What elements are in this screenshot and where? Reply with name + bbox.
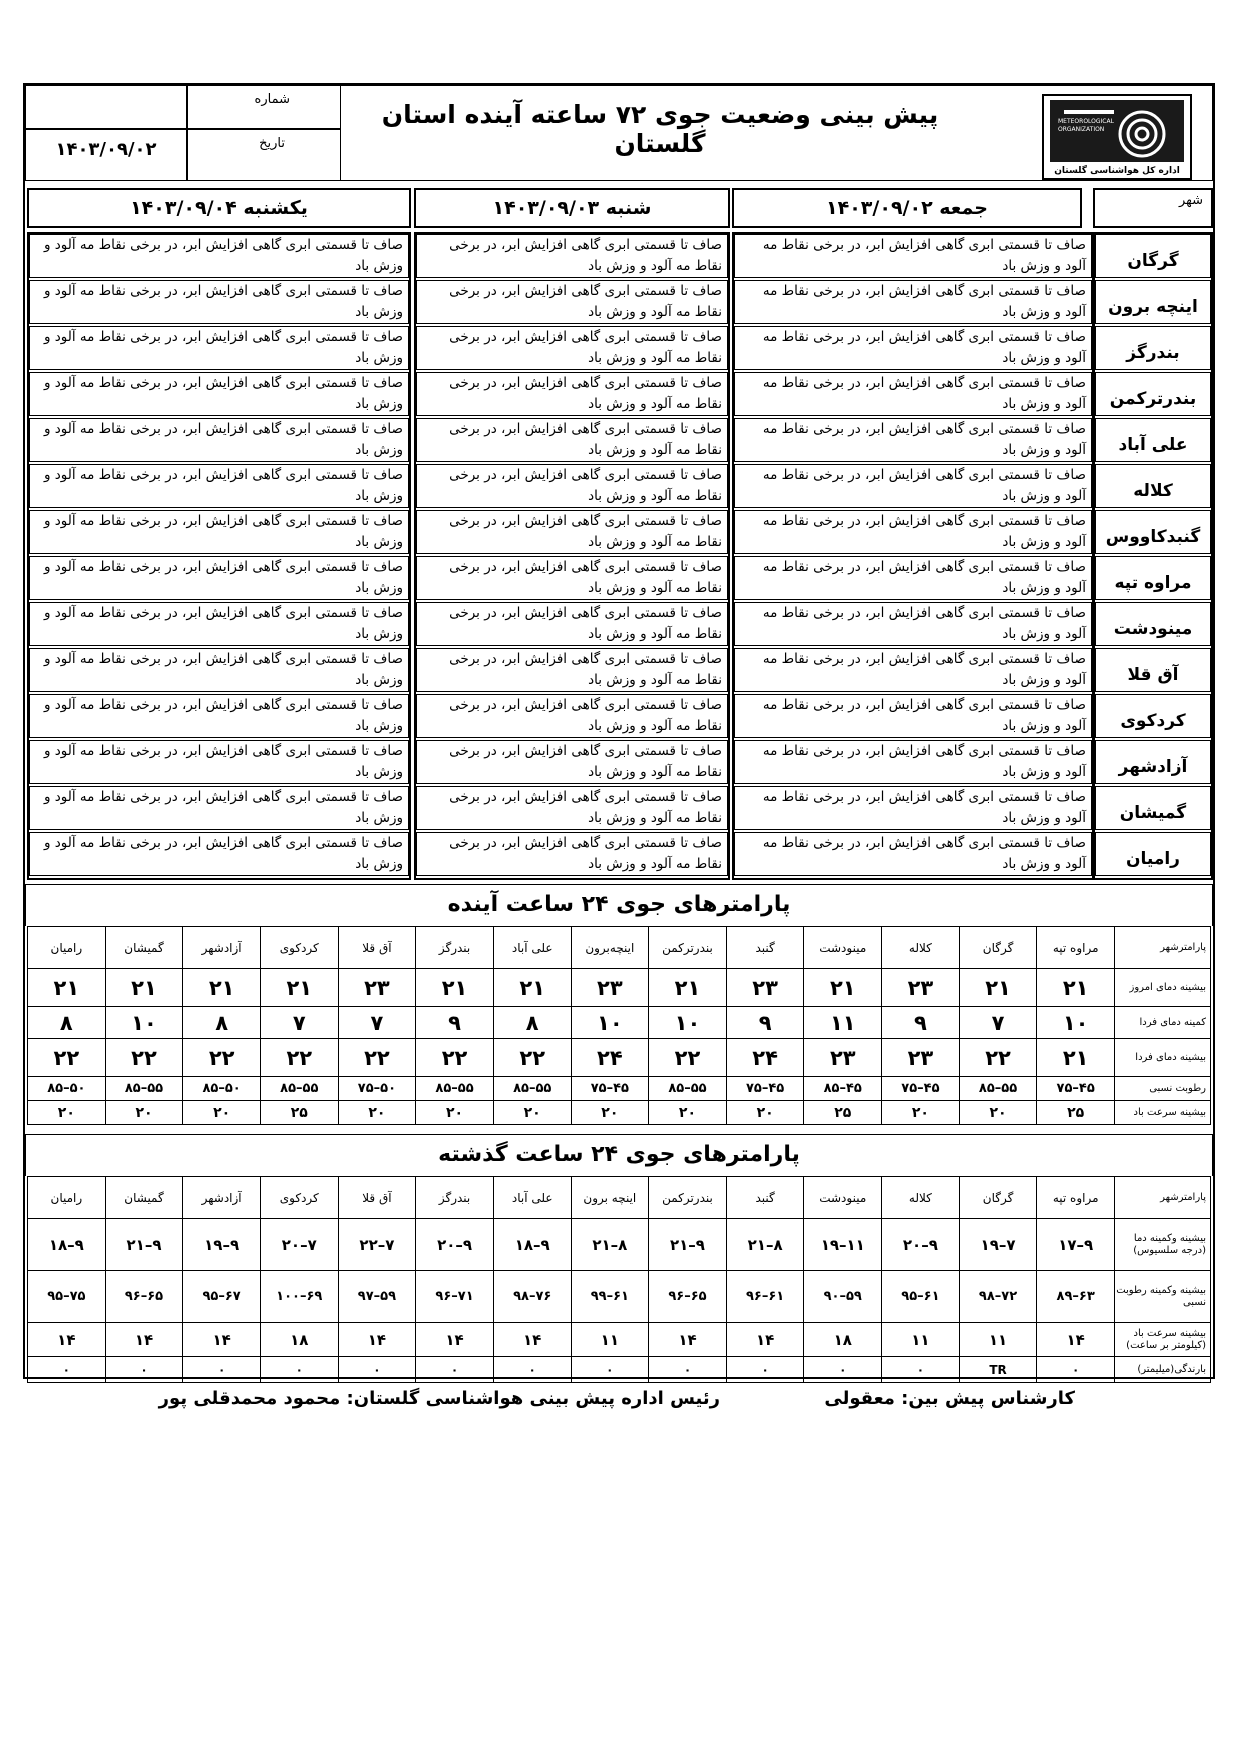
table-cell: ۱۸ xyxy=(804,1323,882,1357)
table-cell: ۷ xyxy=(959,1007,1037,1039)
table-cell: ۱۱ xyxy=(571,1323,649,1357)
forecast-fri: صاف تا قسمتی ابری گاهی افزایش ابر، در برخی نقاط مه آلود و وزش باد xyxy=(734,694,1092,738)
forecast-row xyxy=(0,648,1240,692)
forecast-sat: صاف تا قسمتی ابری گاهی افزایش ابر، در برخی نقاط مه آلود و وزش باد xyxy=(416,602,728,646)
column-city: گرگان xyxy=(959,927,1037,969)
forecast-sun: صاف تا قسمتی ابری گاهی افزایش ابر، در برخی نقاط مه آلود و وزش باد xyxy=(29,418,409,462)
table-cell: ۸–۲۱ xyxy=(726,1219,804,1271)
table-cell: ۱۱–۱۹ xyxy=(804,1219,882,1271)
forecast-row xyxy=(0,786,1240,830)
forecast-sat: صاف تا قسمتی ابری گاهی افزایش ابر، در برخی نقاط مه آلود و وزش باد xyxy=(416,280,728,324)
organization-logo xyxy=(1042,94,1192,180)
column-city: آق قلا xyxy=(338,1177,416,1219)
table-cell: ۷–۲۰ xyxy=(260,1219,338,1271)
column-city: آق قلا xyxy=(338,927,416,969)
day-header-fri: جمعه ۱۴۰۳/۰۹/۰۲ xyxy=(732,188,1082,228)
table-cell: ۰ xyxy=(260,1357,338,1383)
table-cell: ۲۳ xyxy=(882,969,960,1007)
forecast-row xyxy=(0,602,1240,646)
row-label: بیشینه وکمینه دما (درجه سلسیوس) xyxy=(1115,1219,1211,1271)
table-cell: ۲۱ xyxy=(183,969,261,1007)
forecast-sat: صاف تا قسمتی ابری گاهی افزایش ابر، در برخی نقاط مه آلود و وزش باد xyxy=(416,740,728,784)
logo-emblem xyxy=(1050,100,1184,162)
table-cell: ۹ xyxy=(726,1007,804,1039)
city-name: مینودشت xyxy=(1095,602,1211,646)
forecast-fri: صاف تا قسمتی ابری گاهی افزایش ابر، در برخی نقاط مه آلود و وزش باد xyxy=(734,326,1092,370)
forecast-fri: صاف تا قسمتی ابری گاهی افزایش ابر، در برخی نقاط مه آلود و وزش باد xyxy=(734,648,1092,692)
table-cell: ۰ xyxy=(493,1357,571,1383)
column-city: مراوه تپه xyxy=(1037,927,1115,969)
table-cell: ۵۰–۷۵ xyxy=(338,1077,416,1101)
table-cell: ۲۳ xyxy=(726,969,804,1007)
table-cell: ۷۲–۹۸ xyxy=(959,1271,1037,1323)
table-cell: ۵۵–۸۵ xyxy=(959,1077,1037,1101)
table-cell: ۲۵ xyxy=(260,1101,338,1125)
table-cell: ۲۱ xyxy=(105,969,183,1007)
table-cell: ۲۲ xyxy=(338,1039,416,1077)
table-cell: ۷ xyxy=(260,1007,338,1039)
column-city: اینچه برون xyxy=(571,1177,649,1219)
number-value-box xyxy=(25,85,187,129)
table-cell: ۷۱–۹۶ xyxy=(416,1271,494,1323)
corner-label: پارامترشهر xyxy=(1115,927,1211,969)
column-city: رامیان xyxy=(28,1177,106,1219)
forecast-sun: صاف تا قسمتی ابری گاهی افزایش ابر، در برخی نقاط مه آلود و وزش باد xyxy=(29,234,409,278)
column-city: علی آباد xyxy=(493,1177,571,1219)
table-cell: ۱۴ xyxy=(338,1323,416,1357)
forecast-sun: صاف تا قسمتی ابری گاهی افزایش ابر، در برخی نقاط مه آلود و وزش باد xyxy=(29,786,409,830)
table-cell: ۲۳ xyxy=(571,969,649,1007)
table-cell: ۵۰–۸۵ xyxy=(28,1077,106,1101)
table-cell: ۱۱ xyxy=(804,1007,882,1039)
city-name: رامیان xyxy=(1095,832,1211,876)
city-name: کلاله xyxy=(1095,464,1211,508)
forecast-row xyxy=(0,740,1240,784)
table-cell: ۶۱–۹۶ xyxy=(726,1271,804,1323)
number-label: شماره xyxy=(254,92,290,107)
forecast-sat: صاف تا قسمتی ابری گاهی افزایش ابر، در برخی نقاط مه آلود و وزش باد xyxy=(416,648,728,692)
column-city: مراوه تپه xyxy=(1037,1177,1115,1219)
table-cell: ۷ xyxy=(338,1007,416,1039)
table-cell: ۲۰ xyxy=(493,1101,571,1125)
table-cell: ۱۴ xyxy=(416,1323,494,1357)
forecast-sat: صاف تا قسمتی ابری گاهی افزایش ابر، در برخی نقاط مه آلود و وزش باد xyxy=(416,510,728,554)
table-cell: ۸ xyxy=(493,1007,571,1039)
forecast-row xyxy=(0,418,1240,462)
table-cell: ۲۰ xyxy=(183,1101,261,1125)
table-cell: ۲۱ xyxy=(959,969,1037,1007)
table-cell: ۱۴ xyxy=(105,1323,183,1357)
forecast-sun: صاف تا قسمتی ابری گاهی افزایش ابر، در برخی نقاط مه آلود و وزش باد xyxy=(29,648,409,692)
table-cell: ۲۲ xyxy=(260,1039,338,1077)
table-cell: ۱۱ xyxy=(882,1323,960,1357)
forecast-fri: صاف تا قسمتی ابری گاهی افزایش ابر، در برخی نقاط مه آلود و وزش باد xyxy=(734,786,1092,830)
logo-caption: اداره کل هواشناسی گلستان xyxy=(1054,166,1180,176)
table-cell: ۲۰ xyxy=(726,1101,804,1125)
forecast-sat: صاف تا قسمتی ابری گاهی افزایش ابر، در برخی نقاط مه آلود و وزش باد xyxy=(416,694,728,738)
forecast-sat: صاف تا قسمتی ابری گاهی افزایش ابر، در برخی نقاط مه آلود و وزش باد xyxy=(416,418,728,462)
forecast-fri: صاف تا قسمتی ابری گاهی افزایش ابر، در برخی نقاط مه آلود و وزش باد xyxy=(734,832,1092,876)
table-row xyxy=(28,1077,1211,1101)
table-cell: ۶۵–۹۶ xyxy=(649,1271,727,1323)
table-cell: ۰ xyxy=(726,1357,804,1383)
column-city: گنبد xyxy=(726,927,804,969)
city-name: آق قلا xyxy=(1095,648,1211,692)
forecast-sun: صاف تا قسمتی ابری گاهی افزایش ابر، در برخی نقاط مه آلود و وزش باد xyxy=(29,464,409,508)
day-header-sun: یکشنبه ۱۴۰۳/۰۹/۰۴ xyxy=(27,188,411,228)
forecast-fri: صاف تا قسمتی ابری گاهی افزایش ابر، در برخی نقاط مه آلود و وزش باد xyxy=(734,556,1092,600)
forecast-fri: صاف تا قسمتی ابری گاهی افزایش ابر، در برخی نقاط مه آلود و وزش باد xyxy=(734,418,1092,462)
table-cell: ۶۷–۹۵ xyxy=(183,1271,261,1323)
table-cell: ۸–۲۱ xyxy=(571,1219,649,1271)
table-cell: ۲۱ xyxy=(28,969,106,1007)
column-city: کلاله xyxy=(882,927,960,969)
table-cell: ۸ xyxy=(183,1007,261,1039)
row-label: بیشینه سرعت باد xyxy=(1115,1101,1211,1125)
table-cell: ۶۵–۹۶ xyxy=(105,1271,183,1323)
forecast-sat: صاف تا قسمتی ابری گاهی افزایش ابر، در برخی نقاط مه آلود و وزش باد xyxy=(416,832,728,876)
table-cell: ۰ xyxy=(183,1357,261,1383)
forecast-sat: صاف تا قسمتی ابری گاهی افزایش ابر، در برخی نقاط مه آلود و وزش باد xyxy=(416,234,728,278)
table-cell: ۲۱ xyxy=(493,969,571,1007)
table-cell: ۰ xyxy=(338,1357,416,1383)
row-label: بیشینه سرعت باد (کیلومتر بر ساعت) xyxy=(1115,1323,1211,1357)
table-cell: ۶۹–۱۰۰ xyxy=(260,1271,338,1323)
table-row xyxy=(28,1219,1211,1271)
row-label: بیشینه دمای امروز xyxy=(1115,969,1211,1007)
corner-label: پارامترشهر xyxy=(1115,1177,1211,1219)
table-row xyxy=(28,1271,1211,1323)
table-cell: ۰ xyxy=(105,1357,183,1383)
column-city: آزادشهر xyxy=(183,927,261,969)
table-cell: ۱۰ xyxy=(571,1007,649,1039)
forecast-sun: صاف تا قسمتی ابری گاهی افزایش ابر، در برخی نقاط مه آلود و وزش باد xyxy=(29,740,409,784)
forecast-row xyxy=(0,280,1240,324)
table-cell: ۱۴ xyxy=(1037,1323,1115,1357)
table-cell: ۰ xyxy=(416,1357,494,1383)
table-cell: ۴۵–۷۵ xyxy=(571,1077,649,1101)
table-cell: ۰ xyxy=(571,1357,649,1383)
table-cell: ۲۱ xyxy=(260,969,338,1007)
column-city: گنبد xyxy=(726,1177,804,1219)
table-cell: ۱۴ xyxy=(28,1323,106,1357)
table-cell: ۲۵ xyxy=(804,1101,882,1125)
column-city: کلاله xyxy=(882,1177,960,1219)
table-cell: ۵۵–۸۵ xyxy=(493,1077,571,1101)
forecast-sun: صاف تا قسمتی ابری گاهی افزایش ابر، در برخی نقاط مه آلود و وزش باد xyxy=(29,280,409,324)
table-cell: ۵۵–۸۵ xyxy=(416,1077,494,1101)
city-name: کردکوی xyxy=(1095,694,1211,738)
table-cell: ۰ xyxy=(649,1357,727,1383)
forecast-sun: صاف تا قسمتی ابری گاهی افزایش ابر، در برخی نقاط مه آلود و وزش باد xyxy=(29,602,409,646)
number-label-box xyxy=(187,85,341,129)
forecast-sat: صاف تا قسمتی ابری گاهی افزایش ابر، در برخی نقاط مه آلود و وزش باد xyxy=(416,326,728,370)
past24-title-box xyxy=(25,1134,1213,1176)
table-row xyxy=(28,969,1211,1007)
forecast-row xyxy=(0,694,1240,738)
column-city: آزادشهر xyxy=(183,1177,261,1219)
table-row xyxy=(28,1101,1211,1125)
table-cell: ۱۴ xyxy=(649,1323,727,1357)
table-cell: ۷۶–۹۸ xyxy=(493,1271,571,1323)
past24-table xyxy=(27,1176,1211,1383)
table-cell: ۸ xyxy=(28,1007,106,1039)
table-cell: ۹–۲۱ xyxy=(649,1219,727,1271)
table-cell: ۴۵–۸۵ xyxy=(804,1077,882,1101)
column-city: مینودشت xyxy=(804,927,882,969)
city-name: بندرترکمن xyxy=(1095,372,1211,416)
column-city: کردکوی xyxy=(260,927,338,969)
table-cell: ۲۱ xyxy=(416,969,494,1007)
table-cell: ۹ xyxy=(416,1007,494,1039)
table-cell: ۲۲ xyxy=(959,1039,1037,1077)
table-cell: ۲۲ xyxy=(28,1039,106,1077)
forecast-sat: صاف تا قسمتی ابری گاهی افزایش ابر، در برخی نقاط مه آلود و وزش باد xyxy=(416,556,728,600)
table-cell: ۵۵–۸۵ xyxy=(105,1077,183,1101)
table-cell: ۱۸ xyxy=(260,1323,338,1357)
table-cell: ۹–۱۸ xyxy=(493,1219,571,1271)
table-cell: ۲۲ xyxy=(105,1039,183,1077)
table-cell: ۱۰ xyxy=(105,1007,183,1039)
forecast-row xyxy=(0,234,1240,278)
table-cell: ۲۰ xyxy=(105,1101,183,1125)
table-cell: ۲۰ xyxy=(338,1101,416,1125)
table-cell: ۹–۲۱ xyxy=(105,1219,183,1271)
column-city: گمیشان xyxy=(105,927,183,969)
forecast-sun: صاف تا قسمتی ابری گاهی افزایش ابر، در برخی نقاط مه آلود و وزش باد xyxy=(29,694,409,738)
city-name: گنبدکاووس xyxy=(1095,510,1211,554)
table-cell: ۲۳ xyxy=(882,1039,960,1077)
forecast-sun: صاف تا قسمتی ابری گاهی افزایش ابر، در برخی نقاط مه آلود و وزش باد xyxy=(29,372,409,416)
page-title: پیش بینی وضعیت جوی ۷۲ ساعته آینده استان گلستان xyxy=(381,100,939,158)
column-city: بندرترکمن xyxy=(649,1177,727,1219)
city-name: بندرگز xyxy=(1095,326,1211,370)
table-cell: ۶۱–۹۵ xyxy=(882,1271,960,1323)
table-cell: ۹–۲۰ xyxy=(882,1219,960,1271)
table-cell: ۱۰ xyxy=(649,1007,727,1039)
table-cell: ۲۱ xyxy=(1037,1039,1115,1077)
column-city: گمیشان xyxy=(105,1177,183,1219)
table-cell: ۲۴ xyxy=(726,1039,804,1077)
table-cell: ۷–۱۹ xyxy=(959,1219,1037,1271)
table-cell: ۲۰ xyxy=(571,1101,649,1125)
table-cell: ۲۱ xyxy=(804,969,882,1007)
forecast-fri: صاف تا قسمتی ابری گاهی افزایش ابر، در برخی نقاط مه آلود و وزش باد xyxy=(734,234,1092,278)
table-cell: ۹–۲۰ xyxy=(416,1219,494,1271)
row-label: بیشینه وکمینه رطوبت نسبی xyxy=(1115,1271,1211,1323)
table-cell: ۶۳–۸۹ xyxy=(1037,1271,1115,1323)
forecast-row xyxy=(0,372,1240,416)
table-cell: ۷–۲۲ xyxy=(338,1219,416,1271)
table-cell: ۵۵–۸۵ xyxy=(260,1077,338,1101)
table-cell: ۰ xyxy=(28,1357,106,1383)
forecast-fri: صاف تا قسمتی ابری گاهی افزایش ابر، در برخی نقاط مه آلود و وزش باد xyxy=(734,602,1092,646)
table-row xyxy=(28,1039,1211,1077)
table-cell: ۴۵–۷۵ xyxy=(1037,1077,1115,1101)
table-cell: ۲۰ xyxy=(882,1101,960,1125)
forecast-row xyxy=(0,556,1240,600)
table-cell: ۲۲ xyxy=(416,1039,494,1077)
date-value-box xyxy=(25,129,187,181)
forecast-row xyxy=(0,326,1240,370)
table-cell: ۲۱ xyxy=(649,969,727,1007)
table-cell: ۵۰–۸۵ xyxy=(183,1077,261,1101)
city-name: اینچه برون xyxy=(1095,280,1211,324)
column-city: کردکوی xyxy=(260,1177,338,1219)
table-row xyxy=(28,1323,1211,1357)
row-label: کمینه دمای فردا xyxy=(1115,1007,1211,1039)
table-header-row xyxy=(28,927,1211,969)
table-cell: ۹–۱۹ xyxy=(183,1219,261,1271)
date-label: تاریخ xyxy=(259,136,285,151)
forecast-sun: صاف تا قسمتی ابری گاهی افزایش ابر، در برخی نقاط مه آلود و وزش باد xyxy=(29,326,409,370)
forecast-fri: صاف تا قسمتی ابری گاهی افزایش ابر، در برخی نقاط مه آلود و وزش باد xyxy=(734,740,1092,784)
table-cell: ۲۳ xyxy=(338,969,416,1007)
table-header-row xyxy=(28,1177,1211,1219)
table-cell: ۹ xyxy=(882,1007,960,1039)
column-city: اینچه‌برون xyxy=(571,927,649,969)
forecast-sun: صاف تا قسمتی ابری گاهی افزایش ابر، در برخی نقاط مه آلود و وزش باد xyxy=(29,556,409,600)
table-cell: ۹–۱۷ xyxy=(1037,1219,1115,1271)
forecast-fri: صاف تا قسمتی ابری گاهی افزایش ابر، در برخی نقاط مه آلود و وزش باد xyxy=(734,372,1092,416)
forecast-row xyxy=(0,832,1240,876)
table-cell: ۶۱–۹۹ xyxy=(571,1271,649,1323)
next24-table xyxy=(27,926,1211,1125)
row-label: بارندگی(میلیمتر) xyxy=(1115,1357,1211,1383)
table-cell: ۲۰ xyxy=(416,1101,494,1125)
table-cell: ۱۴ xyxy=(726,1323,804,1357)
table-cell: ۰ xyxy=(1037,1357,1115,1383)
table-cell: ۲۵ xyxy=(1037,1101,1115,1125)
table-cell: ۲۳ xyxy=(804,1039,882,1077)
day-header-sat: شنبه ۱۴۰۳/۰۹/۰۳ xyxy=(414,188,730,228)
city-name: گمیشان xyxy=(1095,786,1211,830)
forecast-fri: صاف تا قسمتی ابری گاهی افزایش ابر، در برخی نقاط مه آلود و وزش باد xyxy=(734,510,1092,554)
table-cell: ۴۵–۷۵ xyxy=(726,1077,804,1101)
logo-text: METEOROLOGICAL ORGANIZATION xyxy=(1058,118,1114,133)
table-cell: ۲۰ xyxy=(649,1101,727,1125)
table-cell: ۱۴ xyxy=(183,1323,261,1357)
table-cell: ۲۰ xyxy=(959,1101,1037,1125)
city-name: مراوه تپه xyxy=(1095,556,1211,600)
forecaster-signature: کارشناس پیش بین: معقولی xyxy=(824,1388,1075,1409)
city-name: علی آباد xyxy=(1095,418,1211,462)
forecast-row xyxy=(0,464,1240,508)
city-header: شهر xyxy=(1093,188,1213,228)
column-city: رامیان xyxy=(28,927,106,969)
forecast-row xyxy=(0,510,1240,554)
table-cell: ۴۵–۷۵ xyxy=(882,1077,960,1101)
column-city: بندرگز xyxy=(416,1177,494,1219)
column-city: علی آباد xyxy=(493,927,571,969)
row-label: بیشینه دمای فردا xyxy=(1115,1039,1211,1077)
table-cell: ۲۱ xyxy=(1037,969,1115,1007)
table-cell: ۵۹–۹۷ xyxy=(338,1271,416,1323)
forecast-sun: صاف تا قسمتی ابری گاهی افزایش ابر، در برخی نقاط مه آلود و وزش باد xyxy=(29,510,409,554)
table-row xyxy=(28,1357,1211,1383)
forecast-sat: صاف تا قسمتی ابری گاهی افزایش ابر، در برخی نقاط مه آلود و وزش باد xyxy=(416,372,728,416)
table-cell: TR xyxy=(959,1357,1037,1383)
table-cell: ۲۰ xyxy=(28,1101,106,1125)
date-value: ۱۴۰۳/۰۹/۰۲ xyxy=(55,139,157,160)
forecast-fri: صاف تا قسمتی ابری گاهی افزایش ابر، در برخی نقاط مه آلود و وزش باد xyxy=(734,464,1092,508)
table-cell: ۹–۱۸ xyxy=(28,1219,106,1271)
table-row xyxy=(28,1007,1211,1039)
forecast-sat: صاف تا قسمتی ابری گاهی افزایش ابر، در برخی نقاط مه آلود و وزش باد xyxy=(416,464,728,508)
date-label-box xyxy=(187,129,341,181)
past24-title: پارامترهای جوی ۲۴ ساعت گذشته xyxy=(438,1142,800,1167)
next24-title: پارامترهای جوی ۲۴ ساعت آینده xyxy=(447,892,791,917)
forecast-sat: صاف تا قسمتی ابری گاهی افزایش ابر، در برخی نقاط مه آلود و وزش باد xyxy=(416,786,728,830)
forecast-sun: صاف تا قسمتی ابری گاهی افزایش ابر، در برخی نقاط مه آلود و وزش باد xyxy=(29,832,409,876)
table-cell: ۱۰ xyxy=(1037,1007,1115,1039)
column-city: بندرگز xyxy=(416,927,494,969)
table-cell: ۲۴ xyxy=(571,1039,649,1077)
column-city: مینودشت xyxy=(804,1177,882,1219)
row-label: رطوبت نسبی xyxy=(1115,1077,1211,1101)
head-signature: رئیس اداره پیش بینی هواشناسی گلستان: محمود محمدقلی پور xyxy=(158,1388,720,1409)
city-name: آزادشهر xyxy=(1095,740,1211,784)
next24-title-box xyxy=(25,884,1213,926)
table-cell: ۵۹–۹۰ xyxy=(804,1271,882,1323)
table-cell: ۰ xyxy=(804,1357,882,1383)
table-cell: ۰ xyxy=(882,1357,960,1383)
column-city: بندرترکمن xyxy=(649,927,727,969)
column-city: گرگان xyxy=(959,1177,1037,1219)
forecast-fri: صاف تا قسمتی ابری گاهی افزایش ابر، در برخی نقاط مه آلود و وزش باد xyxy=(734,280,1092,324)
table-cell: ۷۵–۹۵ xyxy=(28,1271,106,1323)
table-cell: ۱۴ xyxy=(493,1323,571,1357)
table-cell: ۲۲ xyxy=(649,1039,727,1077)
table-cell: ۲۲ xyxy=(493,1039,571,1077)
table-cell: ۵۵–۸۵ xyxy=(649,1077,727,1101)
city-name: گرگان xyxy=(1095,234,1211,278)
table-cell: ۱۱ xyxy=(959,1323,1037,1357)
table-cell: ۲۲ xyxy=(183,1039,261,1077)
